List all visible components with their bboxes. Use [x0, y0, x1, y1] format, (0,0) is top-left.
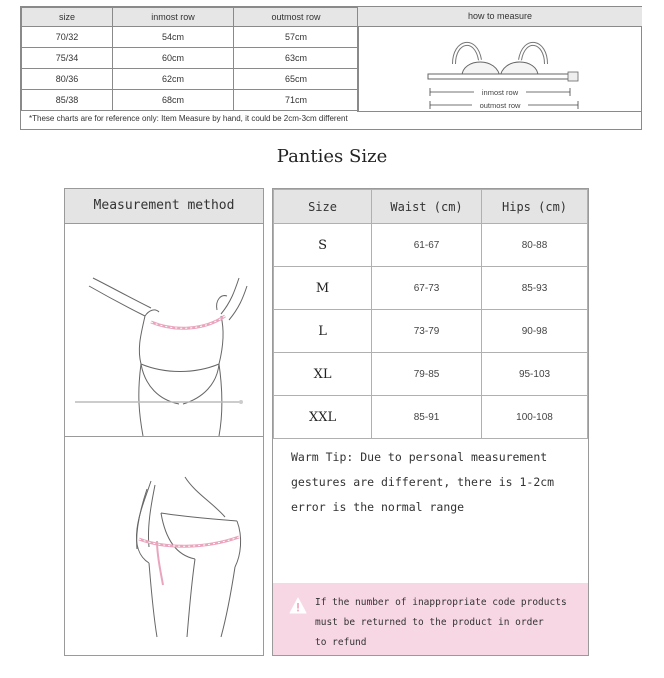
hips-cell: 85-93: [482, 267, 588, 310]
hips-cell: 100-108: [482, 396, 588, 439]
bra-inmost-cell: 62cm: [113, 69, 234, 90]
table-row: [274, 267, 588, 310]
how-to-measure-cell: [357, 26, 642, 112]
hips-cell: 80-88: [482, 224, 588, 267]
warm-tip-line: gestures are different, there is 1-2cm: [291, 475, 555, 489]
waist-cell: 73-79: [372, 310, 482, 353]
size-cell: XXL: [274, 396, 372, 439]
bra-outmost-cell: 57cm: [234, 27, 359, 48]
measurement-method-header: Measurement method: [65, 189, 263, 224]
page-title: Panties Size: [276, 146, 388, 167]
panties-size-panel: [272, 188, 589, 656]
size-cell: S: [274, 224, 372, 267]
bra-size-cell: 85/38: [22, 90, 113, 111]
bra-outmost-cell: 65cm: [234, 69, 359, 90]
table-row: [274, 353, 588, 396]
bra-size-table: [21, 7, 359, 111]
hip-measure-figure: [65, 437, 263, 655]
table-row: [22, 90, 359, 111]
column-header-size: Size: [274, 190, 372, 224]
hips-cell: 90-98: [482, 310, 588, 353]
bra-diagram-icon: [358, 26, 642, 111]
warning-line: If the number of inappropriate code products: [315, 597, 567, 608]
bra-header-outmost: outmost row: [234, 8, 359, 27]
bra-size-cell: 70/32: [22, 27, 113, 48]
waist-cell: 85-91: [372, 396, 482, 439]
bra-size-cell: 75/34: [22, 48, 113, 69]
waist-cell: 67-73: [372, 267, 482, 310]
size-cell: L: [274, 310, 372, 353]
waist-measure-figure: [65, 224, 263, 437]
warning-text: [315, 593, 581, 653]
bra-inmost-cell: 68cm: [113, 90, 234, 111]
waist-cell: 61-67: [372, 224, 482, 267]
bra-header-how-to-measure: how to measure: [357, 7, 642, 27]
size-cell: M: [274, 267, 372, 310]
column-header-waist: Waist (cm): [372, 190, 482, 224]
measurement-method-panel: [64, 188, 264, 656]
table-row: [22, 48, 359, 69]
reference-note: *These charts are for reference only: Item Measure by hand, it could be 2cm-3cm different: [29, 114, 348, 123]
warning-line: must be returned to the product in order: [315, 617, 544, 628]
inmost-row-label: inmost row: [481, 88, 519, 97]
refund-warning-box: [273, 583, 588, 655]
panties-size-table: [273, 189, 588, 439]
warm-tip: [291, 445, 576, 520]
bra-size-chart: [20, 6, 642, 130]
bra-inmost-cell: 60cm: [113, 48, 234, 69]
hips-cell: 95-103: [482, 353, 588, 396]
bra-header-inmost: inmost row: [113, 8, 234, 27]
table-row: [274, 396, 588, 439]
table-row: [274, 310, 588, 353]
size-cell: XL: [274, 353, 372, 396]
outmost-row-label: outmost row: [479, 101, 521, 110]
bra-outmost-cell: 63cm: [234, 48, 359, 69]
table-row: [274, 224, 588, 267]
warning-line: to refund: [315, 637, 367, 648]
warm-tip-line: Warm Tip: Due to personal measurement: [291, 450, 548, 464]
bra-table-header-row: [22, 8, 359, 27]
table-row: [22, 27, 359, 48]
bra-size-cell: 80/36: [22, 69, 113, 90]
warning-icon: [289, 597, 307, 615]
table-row: [22, 69, 359, 90]
size-table-header-row: [274, 190, 588, 224]
bra-header-size: size: [22, 8, 113, 27]
bra-outmost-cell: 71cm: [234, 90, 359, 111]
warm-tip-line: error is the normal range: [291, 500, 465, 514]
bra-inmost-cell: 54cm: [113, 27, 234, 48]
column-header-hips: Hips (cm): [482, 190, 588, 224]
waist-cell: 79-85: [372, 353, 482, 396]
